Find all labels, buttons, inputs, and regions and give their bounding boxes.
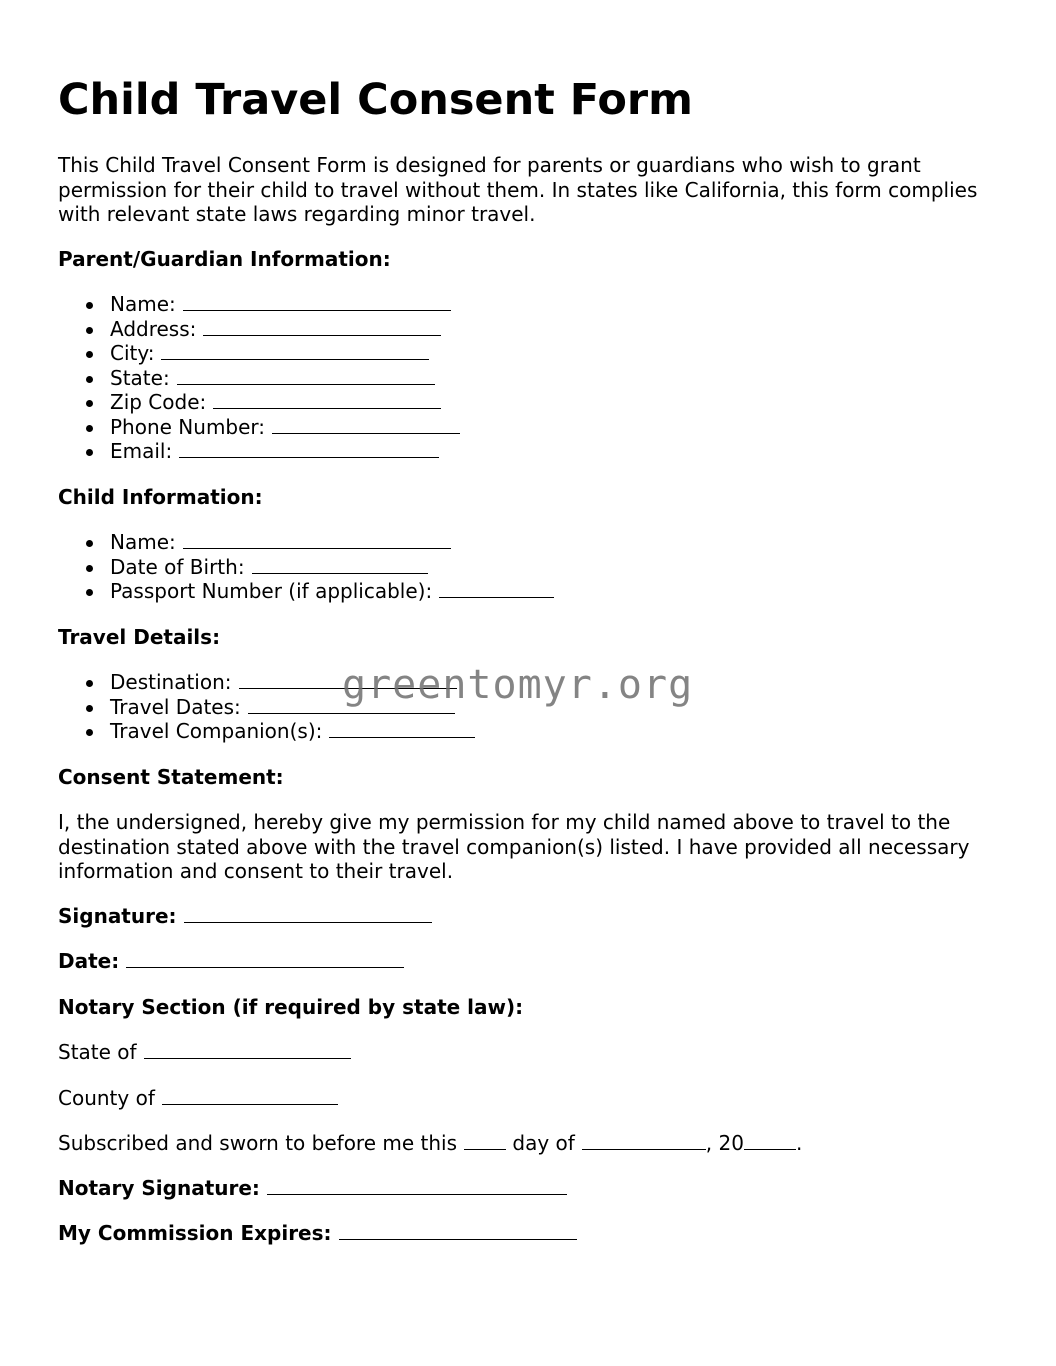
bullet-icon	[86, 449, 93, 456]
field-label: City:	[110, 341, 155, 365]
child-info-heading: Child Information:	[58, 485, 263, 509]
companions-field	[58, 719, 475, 744]
commission-label: My Commission Expires:	[58, 1221, 332, 1245]
bullet-icon	[86, 565, 93, 572]
field-label: Date of Birth:	[110, 554, 245, 579]
signature-blank-line[interactable]	[184, 904, 432, 923]
day-blank-line[interactable]	[464, 1131, 506, 1150]
parent-fields-list	[58, 292, 460, 464]
state-of-label: State of	[58, 1040, 137, 1064]
bullet-icon	[86, 376, 93, 383]
email-blank-line[interactable]	[179, 439, 439, 458]
parent-state-field	[58, 366, 460, 391]
bullet-icon	[86, 400, 93, 407]
state-of-blank-line[interactable]	[144, 1040, 351, 1059]
sworn-end: .	[795, 1131, 803, 1155]
parent-zip-field	[58, 390, 460, 415]
sworn-row	[58, 1131, 802, 1156]
bullet-icon	[86, 351, 93, 358]
county-of-blank-line[interactable]	[162, 1086, 338, 1105]
bullet-icon	[86, 680, 93, 687]
parent-phone-field	[58, 415, 460, 440]
passport-blank-line[interactable]	[439, 579, 554, 598]
signature-row	[58, 904, 432, 929]
name-blank-line[interactable]	[183, 292, 451, 311]
commission-blank-line[interactable]	[339, 1221, 577, 1240]
field-label: Name:	[110, 530, 176, 554]
address-blank-line[interactable]	[203, 317, 441, 336]
sworn-prefix: Subscribed and sworn to before me this	[58, 1131, 458, 1155]
state-blank-line[interactable]	[177, 366, 435, 385]
field-label: Email:	[110, 439, 173, 463]
field-label: Phone Number:	[110, 414, 266, 439]
intro-paragraph: This Child Travel Consent Form is designed for parents or guardians who wish to grant permission for their child to travel without them. In states like California, this form complies with relevant state laws regarding minor travel.	[58, 153, 978, 226]
field-label: Travel Companion(s):	[110, 719, 323, 743]
bullet-icon	[86, 705, 93, 712]
bullet-icon	[86, 425, 93, 432]
field-label: Passport Number (if applicable):	[110, 579, 433, 603]
field-label: Zip Code:	[110, 390, 207, 414]
state-of-row	[58, 1040, 351, 1065]
bullet-icon	[86, 589, 93, 596]
child-name-blank-line[interactable]	[183, 530, 451, 549]
parent-email-field	[58, 439, 460, 464]
travel-details-heading: Travel Details:	[58, 625, 221, 649]
field-label: Travel Dates:	[110, 694, 241, 719]
month-blank-line[interactable]	[582, 1131, 706, 1150]
zip-blank-line[interactable]	[213, 390, 441, 409]
bullet-icon	[86, 327, 93, 334]
bullet-icon	[86, 540, 93, 547]
consent-heading: Consent Statement:	[58, 765, 284, 789]
field-label: State:	[110, 365, 170, 390]
child-dob-field	[58, 555, 554, 580]
child-fields-list	[58, 530, 554, 604]
field-label: Address:	[110, 316, 197, 341]
notary-signature-blank-line[interactable]	[267, 1176, 567, 1195]
bullet-icon	[86, 729, 93, 736]
parent-address-field	[58, 317, 460, 342]
year-blank-line[interactable]	[744, 1131, 796, 1150]
field-label: Destination:	[110, 670, 232, 694]
date-row	[58, 949, 404, 974]
child-name-field	[58, 530, 554, 555]
sworn-day-label: day of	[512, 1131, 575, 1155]
city-blank-line[interactable]	[161, 341, 429, 360]
sworn-year-prefix: , 20	[705, 1131, 744, 1155]
commission-row	[58, 1221, 577, 1246]
county-of-row	[58, 1086, 338, 1111]
watermark-text: greentomyr.org	[342, 662, 694, 708]
field-label: Name:	[110, 292, 176, 316]
notary-signature-label: Notary Signature:	[58, 1176, 260, 1200]
companions-blank-line[interactable]	[329, 719, 475, 738]
date-blank-line[interactable]	[126, 949, 404, 968]
date-label: Date:	[58, 949, 120, 973]
county-of-label: County of	[58, 1086, 155, 1110]
parent-city-field	[58, 341, 460, 366]
signature-label: Signature:	[58, 904, 177, 928]
consent-paragraph: I, the undersigned, hereby give my permission for my child named above to travel to the destination stated above with the travel companion(s) listed. I have provided all necessary information and consent to their travel.	[58, 810, 970, 883]
parent-info-heading: Parent/Guardian Information:	[58, 247, 391, 271]
parent-name-field	[58, 292, 460, 317]
notary-signature-row	[58, 1176, 567, 1201]
child-passport-field	[58, 579, 554, 604]
bullet-icon	[86, 302, 93, 309]
page-title: Child Travel Consent Form	[58, 75, 693, 125]
dob-blank-line[interactable]	[252, 555, 428, 574]
notary-heading: Notary Section (if required by state law):	[58, 995, 524, 1019]
phone-blank-line[interactable]	[272, 415, 460, 434]
